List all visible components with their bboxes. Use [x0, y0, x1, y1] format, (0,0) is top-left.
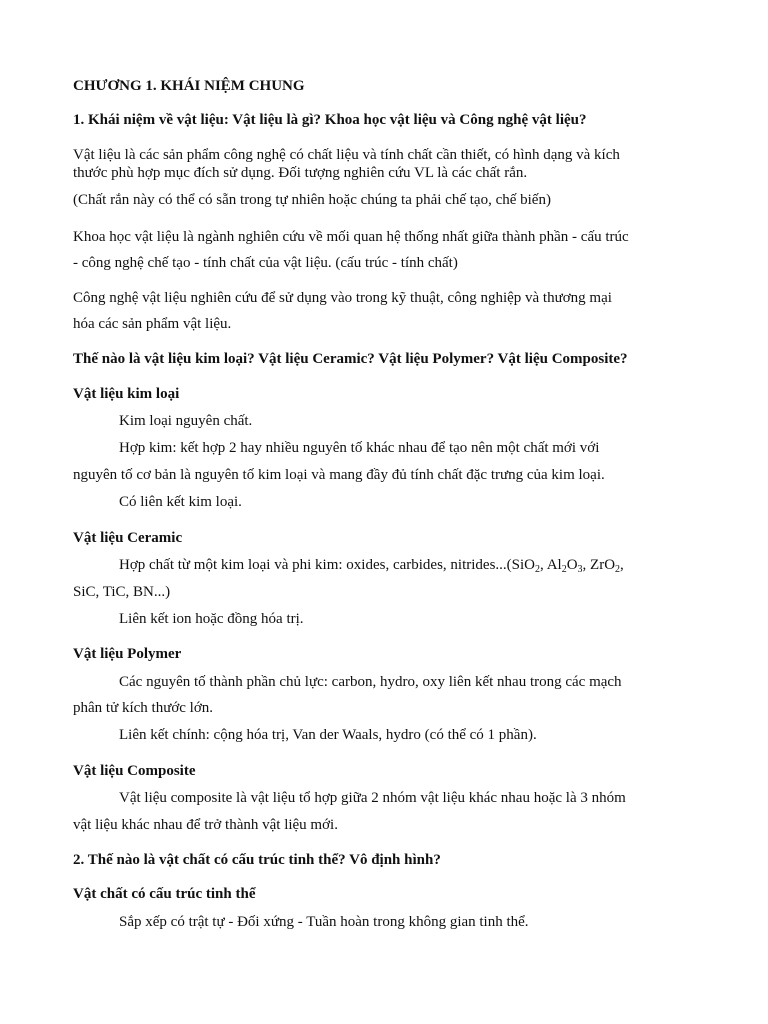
ceramic-line-1-text: Hợp chất từ một kim loại và phi kim: oxides, carbides, nitrides...(SiO — [119, 557, 536, 573]
composite-heading: Vật liệu Composite — [73, 763, 196, 779]
materials-science-line-1: Khoa học vật liệu là ngành nghiên cứu về mối quan hệ thống nhất giữa thành phần - cấu trúc — [73, 229, 629, 245]
materials-science-line-2: - công nghệ chế tạo - tính chất của vật liệu. (cấu trúc - tính chất) — [73, 255, 458, 271]
material-types-question: Thế nào là vật liệu kim loại? Vật liệu Ceramic? Vật liệu Polymer? Vật liệu Composite? — [73, 351, 628, 367]
metal-line-2: Hợp kim: kết hợp 2 hay nhiều nguyên tố khác nhau để tạo nên một chất mới với — [119, 440, 600, 456]
ceramic-line-3: Liên kết ion hoặc đồng hóa trị. — [119, 611, 304, 627]
metal-line-4: Có liên kết kim loại. — [119, 494, 242, 510]
materials-technology-line-1: Công nghệ vật liệu nghiên cứu để sử dụng vào trong kỹ thuật, công nghiệp và thương mại — [73, 290, 612, 306]
crystal-line-1: Sắp xếp có trật tự - Đối xứng - Tuần hoàn trong không gian tinh thể. — [119, 914, 529, 930]
formula-end: , — [620, 557, 624, 573]
polymer-line-3: Liên kết chính: cộng hóa trị, Van der Waals, hydro (có thể có 1 phần). — [119, 727, 537, 743]
material-definition-note: (Chất rắn này có thể có sẵn trong tự nhiên hoặc chúng ta phải chế tạo, chế biến) — [73, 192, 551, 208]
metal-line-1: Kim loại nguyên chất. — [119, 413, 253, 429]
subscript-2: 2 — [535, 564, 541, 575]
composite-line-1: Vật liệu composite là vật liệu tổ hợp giữa 2 nhóm vật liệu khác nhau hoặc là 3 nhóm — [119, 790, 626, 806]
polymer-line-1: Các nguyên tố thành phần chủ lực: carbon, hydro, oxy liên kết nhau trong các mạch — [119, 674, 622, 690]
ceramic-line-1 — [119, 556, 624, 574]
chapter-title: CHƯƠNG 1. KHÁI NIỆM CHUNG — [73, 78, 305, 94]
subscript-3: 3 — [577, 564, 583, 575]
subscript-2: 2 — [615, 564, 621, 575]
material-definition-line-1: Vật liệu là các sản phẩm công nghệ có chất liệu và tính chất cần thiết, có hình dạng và kích — [73, 147, 620, 163]
materials-technology-line-2: hóa các sản phẩm vật liệu. — [73, 316, 232, 332]
polymer-heading: Vật liệu Polymer — [73, 646, 182, 662]
ceramic-heading: Vật liệu Ceramic — [73, 530, 183, 546]
material-definition-line-2: thước phù hợp mục đích sử dụng. Đối tượng nghiên cứu VL là các chất rắn. — [73, 165, 528, 181]
formula-separator: , Al — [540, 557, 562, 573]
subscript-2: 2 — [561, 564, 567, 575]
ceramic-line-2: SiC, TiC, BN...) — [73, 584, 171, 600]
metal-heading: Vật liệu kim loại — [73, 386, 180, 402]
crystal-heading: Vật chất có cấu trúc tinh thể — [73, 886, 256, 902]
question-1-heading: 1. Khái niệm về vật liệu: Vật liệu là gì? Khoa học vật liệu và Công nghệ vật liệu? — [73, 112, 587, 128]
metal-line-3: nguyên tố cơ bản là nguyên tố kim loại và mang đầy đủ tính chất đặc trưng của kim loại. — [73, 467, 605, 483]
composite-line-2: vật liệu khác nhau để trở thành vật liệu mới. — [73, 817, 338, 833]
formula-separator: , ZrO — [582, 557, 616, 573]
polymer-line-2: phân tử kích thước lớn. — [73, 700, 214, 716]
formula-separator: O — [566, 557, 578, 573]
question-2-heading: 2. Thế nào là vật chất có cấu trúc tinh thể? Vô định hình? — [73, 852, 441, 868]
